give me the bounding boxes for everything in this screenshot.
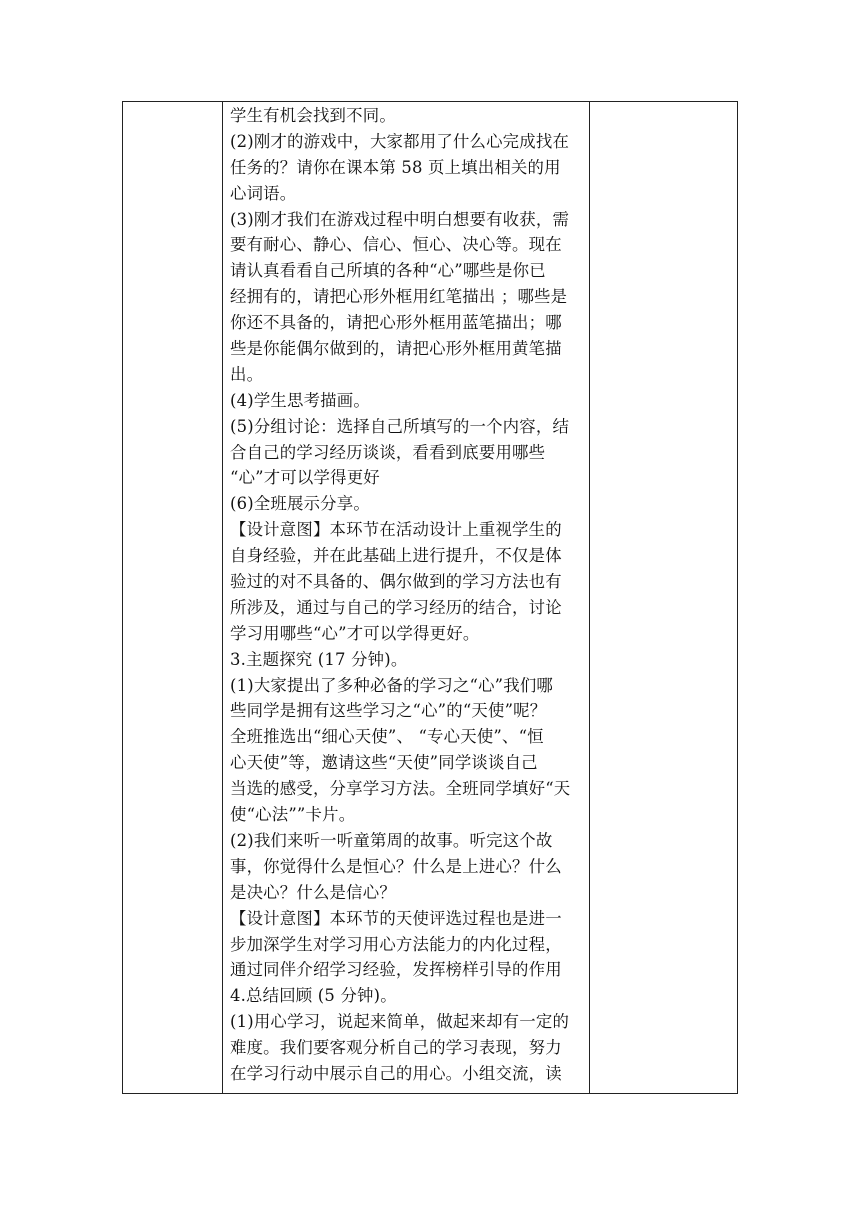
text-line: 要有耐心、静心、信心、恒心、决心等。现在 (230, 235, 562, 255)
text-line: 难度。我们要客观分析自己的学习表现，努力 (230, 1038, 562, 1058)
text-line: 出。 (230, 364, 264, 384)
text-line: 是决心？什么是信心？ (230, 882, 396, 902)
text-line: 在学习行动中展示自己的用心。小组交流，读 (230, 1063, 562, 1083)
text-line: 3.主题探究 (17 分钟)。 (230, 649, 408, 669)
text-line: 步加深学生对学习用心方法能力的内化过程， (230, 934, 562, 954)
text-line: 心词语。 (230, 183, 297, 203)
text-line: 使“心法””卡片。 (230, 805, 356, 825)
text-line: 心天使”等，邀请这些“天使”同学谈谈自己 (230, 753, 538, 773)
text-line: (4)学生思考描画。 (230, 390, 370, 410)
text-line: 当选的感受，分享学习方法。全班同学填好“天 (230, 779, 571, 799)
text-line: 请认真看看自己所填的各种“心”哪些是你已 (230, 261, 546, 281)
text-line: (1)大家提出了多种必备的学习之“心”我们哪 (230, 675, 554, 695)
text-line: 所涉及，通过与自己的学习经历的结合，讨论 (230, 597, 562, 617)
text-line: 【设计意图】本环节在活动设计上重视学生的 (230, 520, 562, 540)
text-line: 合自己的学习经历谈谈，看看到底要用哪些 (230, 442, 546, 462)
text-line: 全班推选出“细心天使”、 “专心天使”、“恒 (230, 727, 544, 747)
left-cell (123, 102, 223, 1093)
text-line: (5)分组讨论：选择自己所填写的一个内容，结 (230, 416, 570, 436)
text-line: 自身经验，并在此基础上进行提升，不仅是体 (230, 546, 562, 566)
right-cell (589, 102, 739, 1093)
text-line: (2)我们来听一听童第周的故事。听完这个故 (230, 830, 553, 850)
text-line: 事，你觉得什么是恒心？什么是上进心？什么 (230, 856, 562, 876)
text-line: 些是你能偶尔做到的，请把心形外框用黄笔描 (230, 339, 562, 359)
text-line: 学习用哪些“心”才可以学得更好。 (230, 623, 480, 643)
text-line: “心”才可以学得更好 (230, 468, 380, 488)
text-line: (3)刚才我们在游戏过程中明白想要有收获，需 (230, 209, 570, 229)
text-line: 通过同伴介绍学习经验，发挥榜样引导的作用 (230, 960, 562, 980)
text-line: 任务的？请你在课本第 58 页上填出相关的用 (230, 157, 561, 177)
text-line: (2)刚才的游戏中，大家都用了什么心完成找在 (230, 131, 570, 151)
text-line: 学生有机会找到不同。 (230, 106, 396, 125)
text-line: 【设计意图】本环节的天使评选过程也是进一 (230, 908, 562, 928)
lesson-table (122, 101, 738, 1094)
lesson-text (230, 103, 586, 1087)
text-line: 验过的对不具备的、偶尔做到的学习方法也有 (230, 572, 562, 592)
text-line: 经拥有的，请把心形外框用红笔描出 ；哪些是 (230, 287, 568, 307)
text-line: (1)用心学习，说起来简单，做起来却有一定的 (230, 1012, 570, 1032)
text-line: (6)全班展示分享。 (230, 494, 370, 514)
content-cell (223, 102, 589, 1093)
text-line: 4.总结回顾 (5 分钟)。 (230, 986, 397, 1006)
text-line: 些同学是拥有这些学习之“心”的“天使”呢？ (230, 701, 547, 721)
text-line: 你还不具备的，请把心形外框用蓝笔描出；哪 (230, 313, 562, 333)
